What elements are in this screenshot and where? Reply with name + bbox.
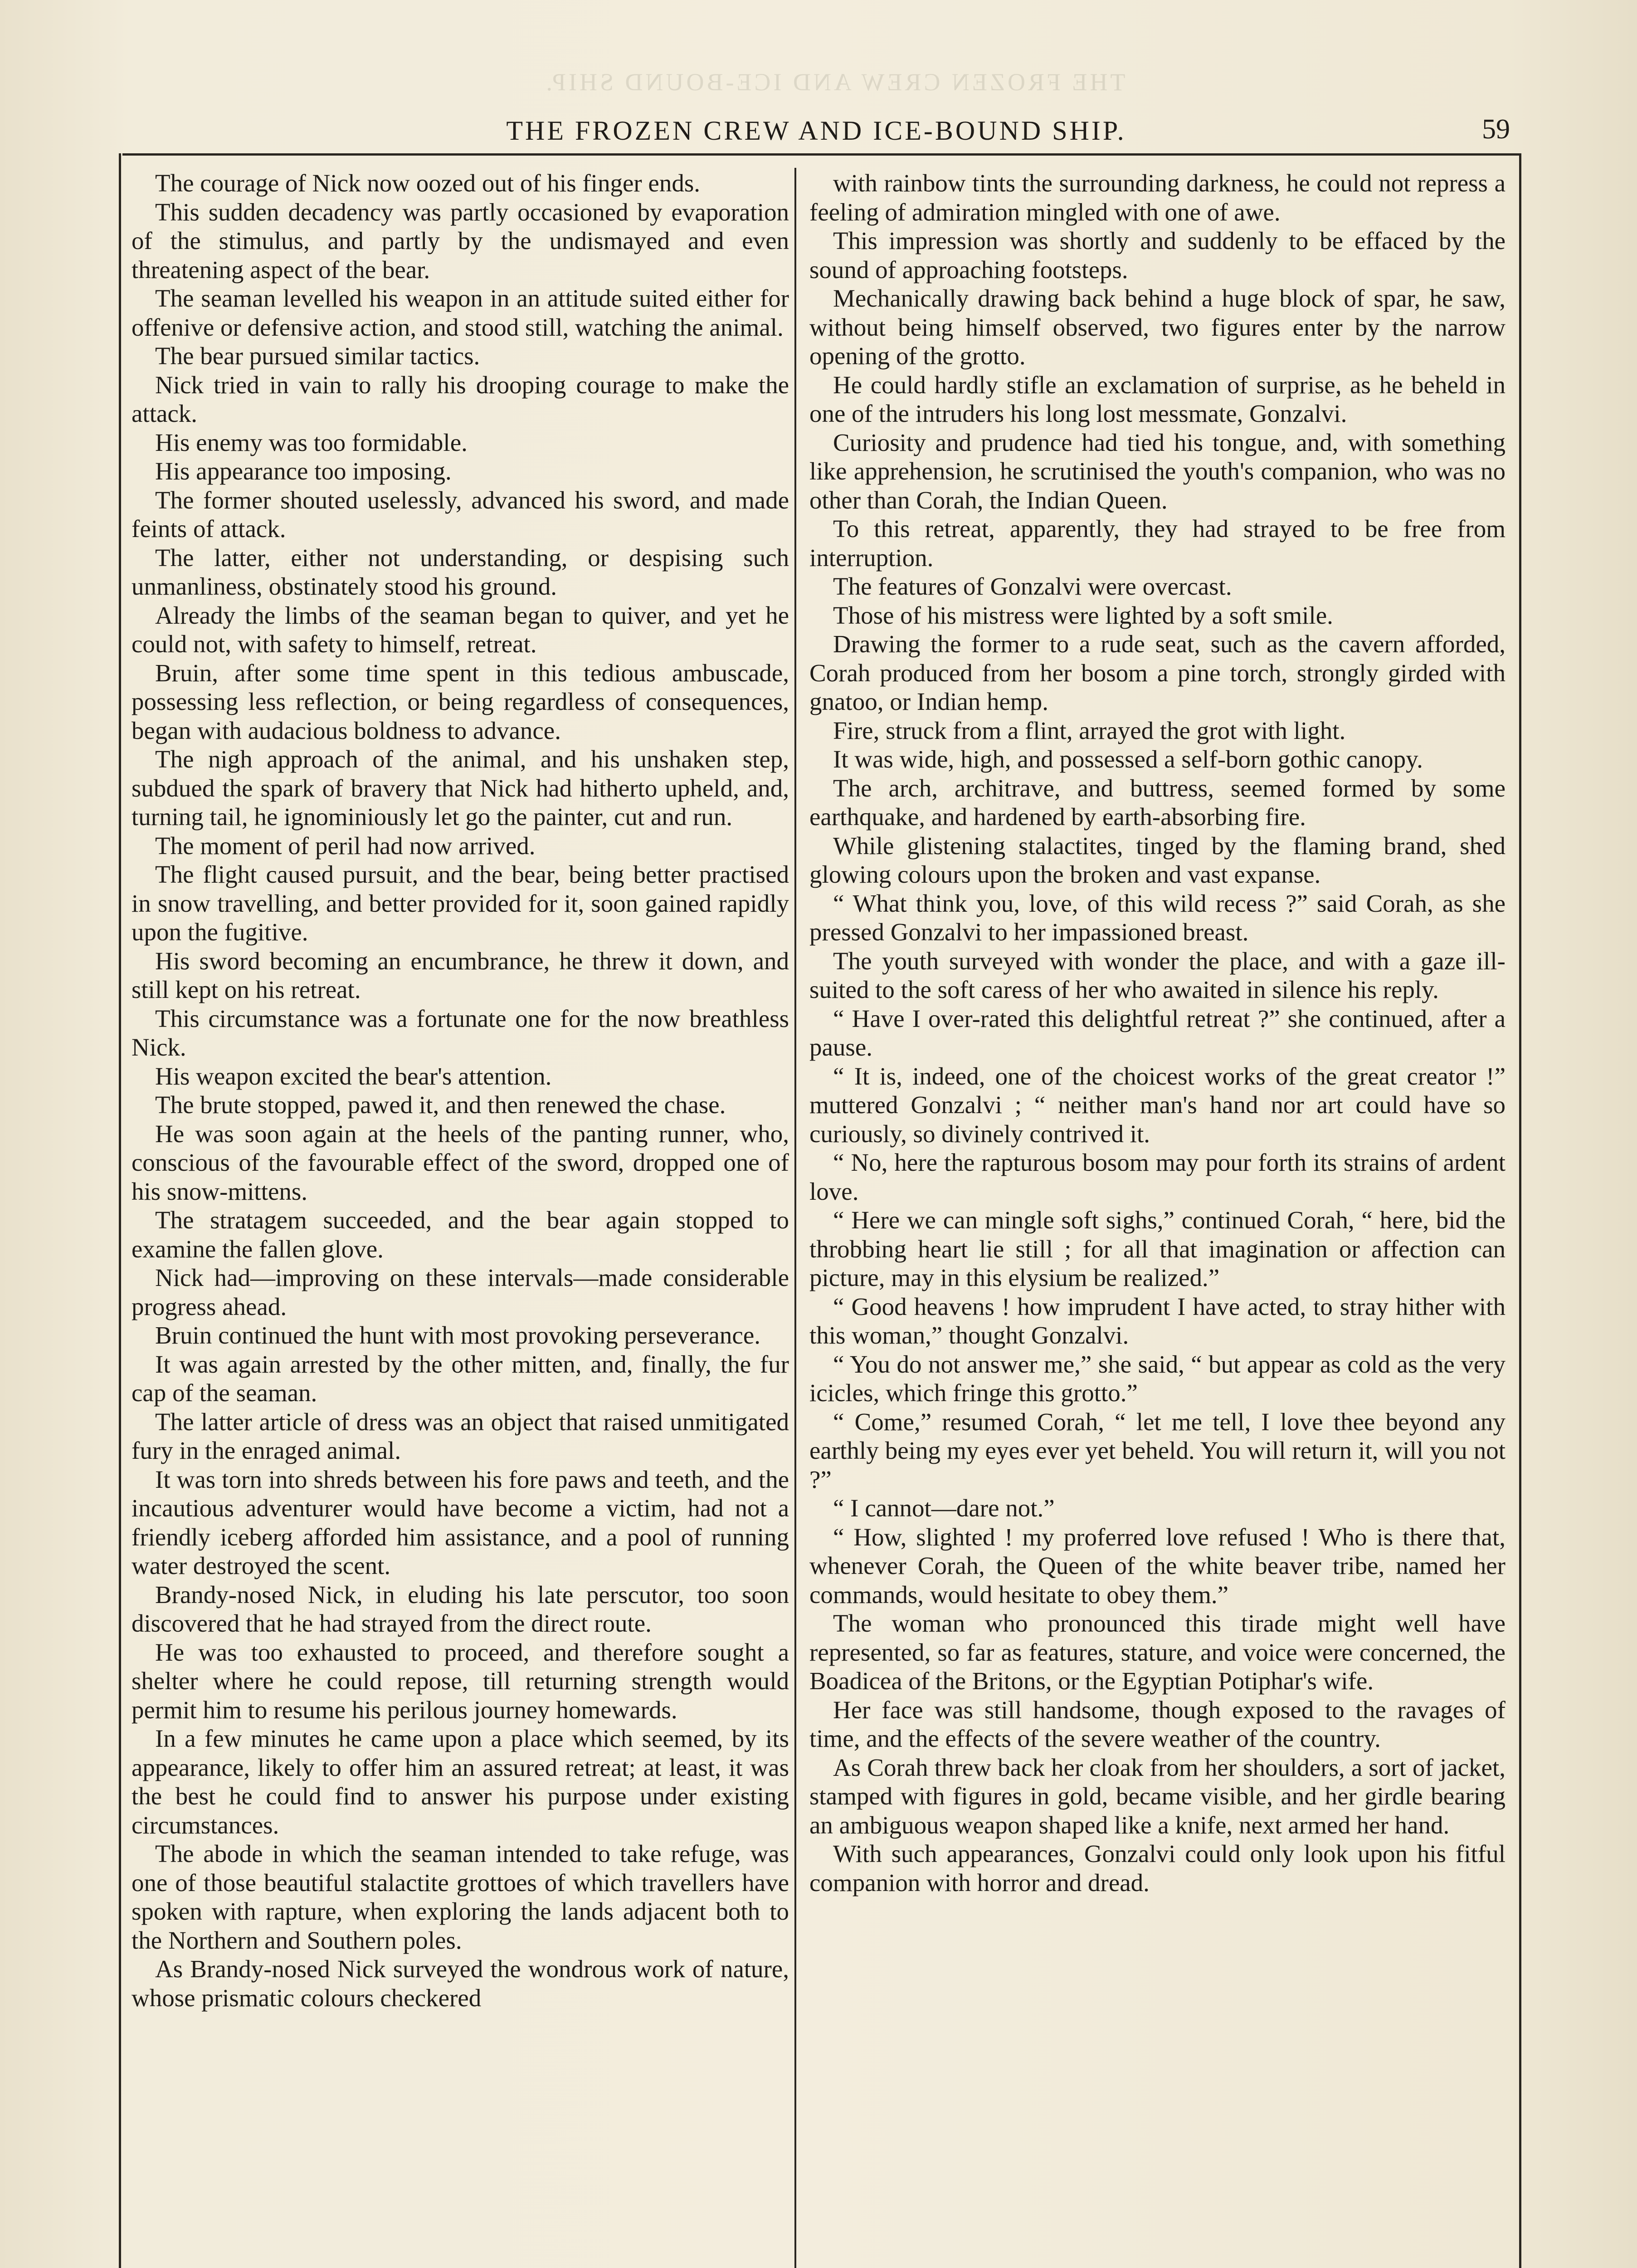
paragraph: With such appearances, Gonzalvi could only look upon his fitful companion with horror and dread. <box>809 1840 1505 1897</box>
frame-right-rule <box>1519 153 1521 2268</box>
paragraph: This sudden decadency was partly occasioned by evaporation of the stimulus, and partly by the undismayed and even threatening aspect of the bear. <box>132 198 789 284</box>
paragraph: with rainbow tints the surrounding darkness, he could not repress a feeling of admiration mingled with one of awe. <box>809 169 1505 226</box>
paragraph: The brute stopped, pawed it, and then renewed the chase. <box>155 1091 726 1119</box>
right-column <box>809 169 1505 1897</box>
paragraph: The former shouted uselessly, advanced his sword, and made feints of attack. <box>132 486 789 543</box>
paragraph: “ Have I over-rated this delightful retreat ?” she continued, after a pause. <box>809 1004 1505 1061</box>
paragraph: Bruin, after some time spent in this tedious ambuscade, possessing less reflection, or being regardless of consequences, began with audacious boldness to advance. <box>132 659 789 744</box>
paragraph: “ I cannot—dare not.” <box>833 1494 1055 1522</box>
left-column <box>132 169 789 2012</box>
paragraph: “ What think you, love, of this wild recess ?” said Corah, as she pressed Gonzalvi to her impassioned breast. <box>809 889 1505 946</box>
paragraph: The arch, architrave, and buttress, seemed formed by some earthquake, and hardened by earth-absorbing fire. <box>809 774 1505 831</box>
page-number: 59 <box>1482 114 1510 145</box>
paragraph: “ You do not answer me,” she said, “ but appear as cold as the very icicles, which fringe this grotto.” <box>809 1350 1505 1407</box>
paragraph: His weapon excited the bear's attention. <box>155 1062 552 1090</box>
paragraph: It was torn into shreds between his fore paws and teeth, and the incautious adventurer would have become a victim, had not a friendly iceberg afforded him assistance, and a pool of running water destroyed the scent. <box>132 1465 789 1579</box>
paragraph: To this retreat, apparently, they had strayed to be free from interruption. <box>809 515 1505 572</box>
paragraph: His sword becoming an encumbrance, he threw it down, and still kept on his retreat. <box>132 947 789 1003</box>
paragraph: As Brandy-nosed Nick surveyed the wondrous work of nature, whose prismatic colours checkered <box>132 1955 789 2012</box>
paragraph: “ No, here the rapturous bosom may pour forth its strains of ardent love. <box>809 1149 1505 1205</box>
paragraph: Already the limbs of the seaman began to quiver, and yet he could not, with safety to himself, retreat. <box>132 601 789 658</box>
frame-left-rule <box>119 153 121 2268</box>
paragraph: It was wide, high, and possessed a self-born gothic canopy. <box>833 745 1423 773</box>
paragraph: Curiosity and prudence had tied his tongue, and, with something like apprehension, he scrutinised the youth's companion, who was no other than Corah, the Indian Queen. <box>809 428 1505 514</box>
paragraph: This impression was shortly and suddenly to be effaced by the sound of approaching footsteps. <box>809 227 1505 284</box>
paragraph: He was soon again at the heels of the panting runner, who, conscious of the favourable effect of the sword, dropped one of his snow-mittens. <box>132 1119 789 1205</box>
paragraph: Nick tried in vain to rally his drooping courage to make the attack. <box>132 371 789 427</box>
paragraph: Mechanically drawing back behind a huge block of spar, he saw, without being himself observed, two figures enter by the narrow opening of the grotto. <box>809 284 1505 370</box>
paragraph: His enemy was too formidable. <box>155 428 468 456</box>
paragraph: This circumstance was a fortunate one for the now breathless Nick. <box>132 1004 789 1061</box>
header-rule <box>122 153 1519 156</box>
paragraph: The courage of Nick now oozed out of his finger ends. <box>155 169 700 197</box>
paragraph: Those of his mistress were lighted by a soft smile. <box>833 601 1333 629</box>
paragraph: “ It is, indeed, one of the choicest works of the great creator !” muttered Gonzalvi ; “ neither man's hand nor art could have so curiously, so divinely contrived it. <box>809 1062 1505 1148</box>
paragraph: Nick had—improving on these intervals—made considerable progress ahead. <box>132 1264 789 1320</box>
bleed-through-text: THE FROZEN CREW AND ICE-BOUND SHIP. <box>543 68 1125 96</box>
paragraph: Bruin continued the hunt with most provoking perseverance. <box>155 1321 760 1349</box>
column-divider <box>794 168 796 2268</box>
paragraph: In a few minutes he came upon a place which seemed, by its appearance, likely to offer him an assured retreat; at least, it was the best he could find to answer his purpose under existing circumstances. <box>132 1725 789 1839</box>
paragraph: Brandy-nosed Nick, in eluding his late perscutor, too soon discovered that he had strayed from the direct route. <box>132 1580 789 1637</box>
paragraph: The moment of peril had now arrived. <box>155 831 536 860</box>
paragraph: The flight caused pursuit, and the bear, being better practised in snow travelling, and better provided for it, soon gained rapidly upon the fugitive. <box>132 860 789 946</box>
paragraph: It was again arrested by the other mitten, and, finally, the fur cap of the seaman. <box>132 1350 789 1407</box>
paragraph: The stratagem succeeded, and the bear again stopped to examine the fallen glove. <box>132 1206 789 1263</box>
paragraph: While glistening stalactites, tinged by the flaming brand, shed glowing colours upon the broken and vast expanse. <box>809 831 1505 888</box>
paragraph: The seaman levelled his weapon in an attitude suited either for offenive or defensive action, and stood still, watching the animal. <box>132 284 789 341</box>
paragraph: Fire, struck from a flint, arrayed the grot with light. <box>833 716 1346 744</box>
paragraph: The features of Gonzalvi were overcast. <box>833 572 1232 600</box>
paragraph: “ Here we can mingle soft sighs,” continued Corah, “ here, bid the throbbing heart lie still ; for all that imagination or affection can picture, may in this elysium be realized.” <box>809 1206 1505 1291</box>
paragraph: “ How, slighted ! my proferred love refused ! Who is there that, whenever Corah, the Queen of the white beaver tribe, named her commands, would hesitate to obey them.” <box>809 1523 1505 1608</box>
paragraph: Her face was still handsome, though exposed to the ravages of time, and the effects of the severe weather of the country. <box>809 1696 1505 1752</box>
paragraph: The abode in which the seaman intended to take refuge, was one of those beautiful stalactite grottoes of which travellers have spoken with rapture, when exploring the lands adjacent both to the Northern and Southern poles. <box>132 1840 789 1954</box>
running-header-title: THE FROZEN CREW AND ICE-BOUND SHIP. <box>506 116 1126 146</box>
paragraph: He was too exhausted to proceed, and therefore sought a shelter where he could repose, till returning strength would permit him to resume his perilous journey homewards. <box>132 1638 789 1724</box>
paragraph: He could hardly stifle an exclamation of surprise, as he beheld in one of the intruders his long lost messmate, Gonzalvi. <box>809 371 1505 427</box>
paragraph: The youth surveyed with wonder the place, and with a gaze ill-suited to the soft caress of her who awaited in silence his reply. <box>809 947 1505 1003</box>
paragraph: “ Good heavens ! how imprudent I have acted, to stray hither with this woman,” thought Gonzalvi. <box>809 1292 1505 1349</box>
paragraph: “ Come,” resumed Corah, “ let me tell, I love thee beyond any earthly being my eyes ever yet beheld. You will return it, will you not ?” <box>809 1408 1505 1493</box>
paragraph: The nigh approach of the animal, and his unshaken step, subdued the spark of bravery that Nick had hitherto upheld, and, turning tail, he ignominiously let go the painter, cut and run. <box>132 745 789 831</box>
paragraph: The woman who pronounced this tirade might well have represented, so far as features, stature, and voice were concerned, the Boadicea of the Britons, or the Egyptian Potiphar's wife. <box>809 1609 1505 1695</box>
paragraph: The latter, either not understanding, or despising such unmanliness, obstinately stood his ground. <box>132 543 789 600</box>
paragraph: The bear pursued similar tactics. <box>155 342 480 370</box>
paragraph: The latter article of dress was an object that raised unmitigated fury in the enraged animal. <box>132 1408 789 1464</box>
paragraph: Drawing the former to a rude seat, such as the cavern afforded, Corah produced from her bosom a pine torch, strongly girded with gnatoo, or Indian hemp. <box>809 630 1505 715</box>
paragraph: His appearance too imposing. <box>155 457 452 485</box>
paragraph: As Corah threw back her cloak from her shoulders, a sort of jacket, stamped with figures in gold, became visible, and her girdle bearing an ambiguous weapon shaped like a knife, next armed her hand. <box>809 1753 1505 1839</box>
